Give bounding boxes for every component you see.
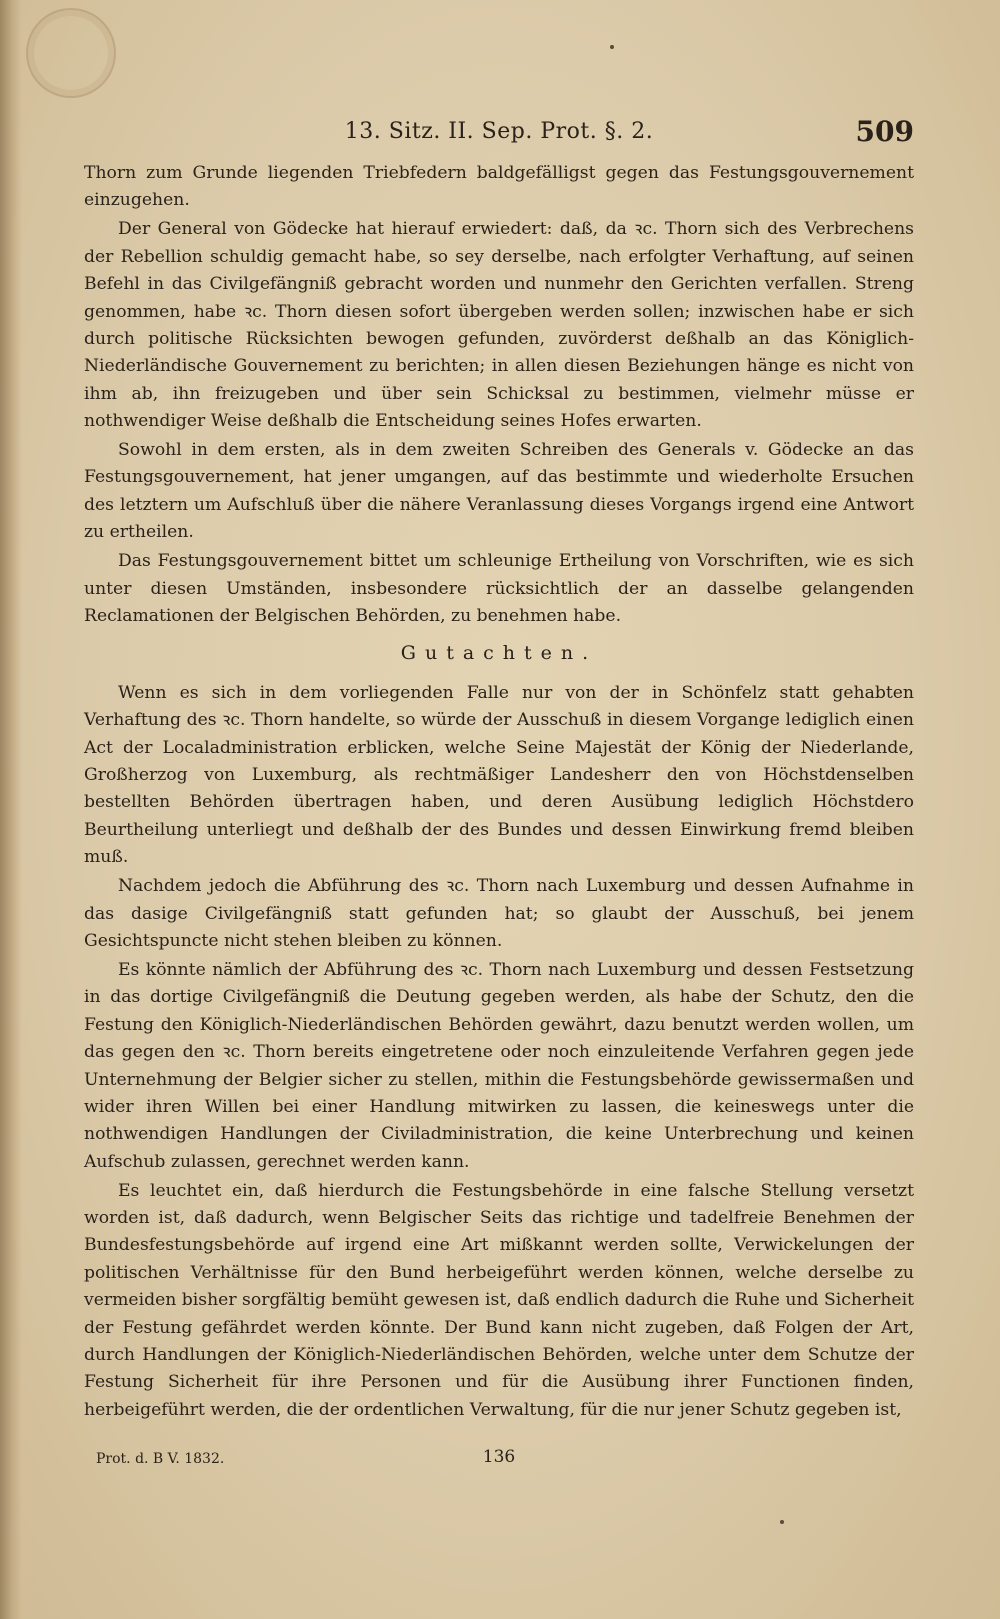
paper-speck	[780, 1520, 784, 1524]
paragraph: Sowohl in dem ersten, als in dem zweiten Schreiben des Generals v. Gödecke an das Festungsgouvernement, hat jener umgangen, auf das bestimmte und wiederholte Ersuchen des letztern um Aufschluß über die nähere Veranlassung dieses Vorgangs irgend eine Antwort zu ertheilen.	[84, 440, 914, 543]
section-heading: Gutachten.	[400, 642, 598, 665]
signature-mark: Prot. d. B V. 1832.	[96, 1451, 225, 1467]
paragraph: Thorn zum Grunde liegenden Triebfedern baldgefälligst gegen das Festungsgouvernement einzugehen.	[84, 163, 914, 211]
paragraph: Der General von Gödecke hat hierauf erwiedert: daß, da ꝛc. Thorn sich des Verbrechens der Rebellion schuldig gemacht habe, so sey derselbe, nach erfolgter Verhaftung, auf seinen Befehl in das Civilgefängniß gebracht worden und nunmehr den Gerichten verfallen. Streng genommen, habe ꝛc. Thorn diesen sofort übergeben werden sollen; inzwischen habe er sich durch politische Rücksichten bewogen gefunden, zuvörderst deßhalb an das Königlich-Niederländische Gouvernement zu berichten; in allen diesen Beziehungen hänge es nicht von ihm ab, ihn freizugeben und über sein Schicksal zu bestimmen, vielmehr müsse er nothwendiger Weise deßhalb die Entscheidung seines Hofes erwarten.	[84, 219, 914, 432]
sheet-number: 136	[482, 1447, 516, 1467]
paragraph: Nachdem jedoch die Abführung des ꝛc. Thorn nach Luxemburg und dessen Aufnahme in das dasige Civilgefängniß statt gefunden hat; so glaubt der Ausschuß, bei jenem Gesichtspuncte nicht stehen bleiben zu können.	[84, 876, 914, 951]
page-header	[84, 115, 914, 155]
binding-shadow	[0, 0, 22, 1619]
page-number: 509	[855, 115, 914, 148]
library-stamp	[26, 8, 116, 98]
running-head: 13. Sitz. II. Sep. Prot. §. 2.	[344, 119, 654, 144]
paragraph: Das Festungsgouvernement bittet um schleunige Ertheilung von Vorschriften, wie es sich unter diesen Umständen, insbesondere rücksichtlich der an dasselbe gelangenden Reclamationen der Belgischen Behörden, zu benehmen habe.	[84, 551, 914, 626]
paragraph: Es leuchtet ein, daß hierdurch die Festungsbehörde in eine falsche Stellung versetzt worden ist, daß dadurch, wenn Belgischer Seits das richtige und tadelfreie Benehmen der Bundesfestungsbehörde auf irgend eine Art mißkannt werden sollte, Verwickelungen der politischen Verhältnisse für den Bund herbeigeführt werden können, welche derselbe zu vermeiden bisher sorgfältig bemüht gewesen ist, daß endlich dadurch die Ruhe und Sicherheit der Festung gefährdet werden könnte. Der Bund kann nicht zugeben, daß Folgen der Art, durch Handlungen der Königlich-Niederländischen Behörden, welche unter dem Schutze der Festung Sicherheit für ihre Personen und für die Ausübung ihrer Functionen finden, herbeigeführt werden, die der ordentlichen Verwaltung, für die nur jener Schutz gegeben ist,	[84, 1180, 914, 1420]
paragraph: Es könnte nämlich der Abführung des ꝛc. Thorn nach Luxemburg und dessen Festsetzung in das dortige Civilgefängniß die Deutung gegeben werden, als habe der Schutz, den die Festung den Königlich-Niederländischen Behörden gewährt, dazu benutzt werden wollen, um das gegen den ꝛc. Thorn bereits eingetretene oder noch einzuleitende Verfahren gegen jede Unternehmung der Belgier sicher zu stellen, mithin die Festungsbehörde gewissermaßen und wider ihren Willen bei einer Handlung mitwirken zu lassen, die keineswegs unter die nothwendigen Handlungen der Civiladministration, die keine Unterbrechung und keinen Aufschub zulassen, gerechnet werden kann.	[84, 959, 914, 1172]
paragraph: Wenn es sich in dem vorliegenden Falle nur von der in Schönfelz statt gehabten Verhaftung des ꝛc. Thorn handelte, so würde der Ausschuß in diesem Vorgange lediglich einen Act der Localadministration erblicken, welche Seine Majestät der König der Niederlande, Großherzog von Luxemburg, als rechtmäßiger Landesherr den von Höchstdenselben bestellten Behörden übertragen haben, und deren Ausübung lediglich Höchstdero Beurtheilung unterliegt und deßhalb der des Bundes und dessen Einwirkung fremd bleiben muß.	[84, 682, 914, 868]
paper-speck	[610, 45, 614, 49]
page-footer	[84, 1447, 914, 1473]
body-text	[84, 160, 914, 1426]
